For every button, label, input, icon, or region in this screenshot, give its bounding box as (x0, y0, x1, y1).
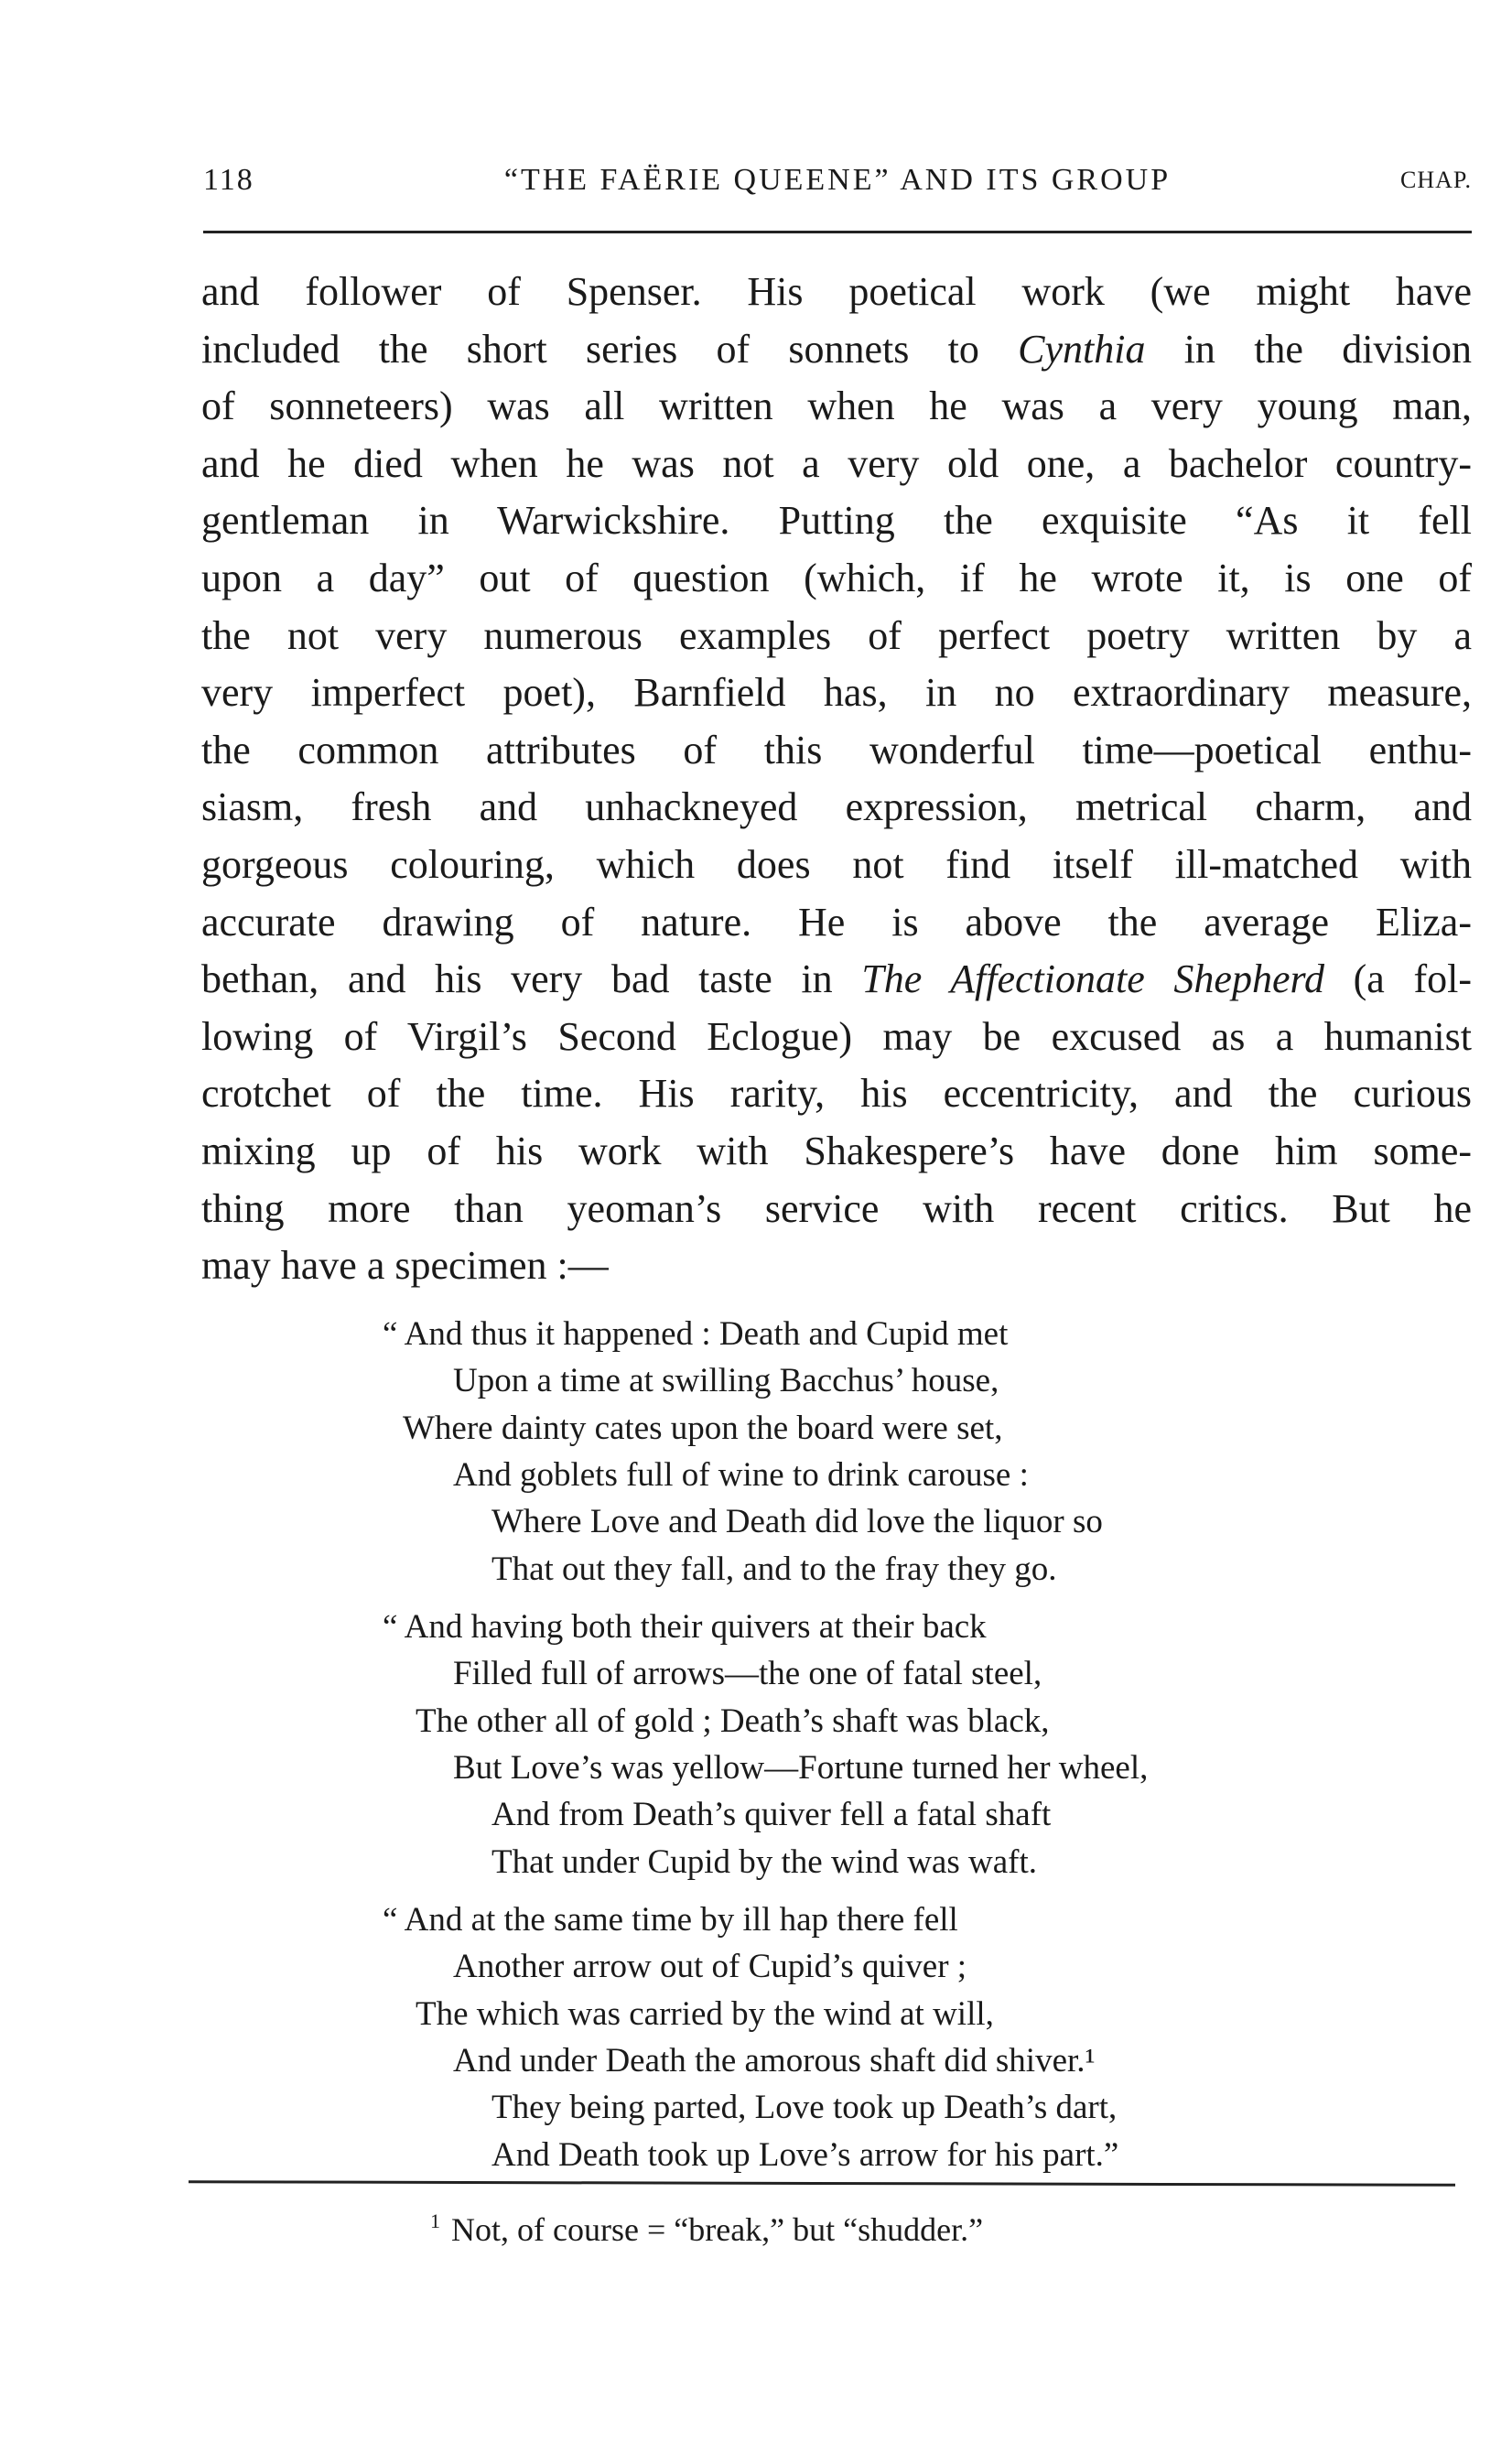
footnote-text: Not, of course = “break,” but “shudder.” (451, 2211, 984, 2248)
footnote (430, 2209, 983, 2249)
text-line (201, 1237, 1472, 1295)
text-line (201, 894, 1472, 952)
text-segment: gentleman in Warwickshire. Putting the exquisite “As it fell (201, 498, 1472, 544)
text-line (201, 378, 1472, 436)
text-line (201, 608, 1472, 665)
running-header (203, 163, 1472, 209)
text-line (201, 436, 1472, 493)
page-number: 118 (203, 163, 254, 197)
text-segment: (a fol- (1323, 956, 1472, 1002)
text-segment: may have a specimen :— (201, 1243, 609, 1289)
text-segment: crotchet of the time. His rarity, his eccentricity, and the curious (201, 1071, 1472, 1117)
text-line (201, 321, 1472, 379)
poem-line: The other all of gold ; Death’s shaft was black, (416, 1701, 1050, 1740)
poem-line: “ And at the same time by ill hap there fell (383, 1901, 958, 1939)
text-segment: mixing up of his work with Shakespere’s have done him some- (201, 1128, 1472, 1173)
poem-line: And from Death’s quiver fell a fatal shaft (491, 1796, 1052, 1834)
poem-line: But Love’s was yellow—Fortune turned her wheel, (453, 1748, 1149, 1787)
poem-line: Where dainty cates upon the board were set, (403, 1409, 1003, 1447)
text-line (201, 951, 1472, 1009)
text-segment: thing more than yeoman’s service with recent critics. But he (201, 1185, 1472, 1231)
text-line (201, 550, 1472, 608)
chapter-label: CHAP. (1400, 167, 1472, 193)
text-segment: accurate drawing of nature. He is above the average Eliza- (201, 899, 1472, 945)
text-line (201, 1065, 1472, 1123)
text-segment: of sonneteers) was all written when he was a very young man, (201, 383, 1472, 429)
text-line (201, 722, 1472, 780)
text-segment: and follower of Spenser. His poetical work (we might have (201, 269, 1472, 314)
text-segment: the not very numerous examples of perfect poetry written by a (201, 612, 1472, 658)
text-segment: bethan, and his very bad taste in (201, 956, 862, 1002)
poem-line: And goblets full of wine to drink carouse : (453, 1455, 1029, 1494)
poem-line: They being parted, Love took up Death’s dart, (491, 2089, 1118, 2127)
poem-line: That under Cupid by the wind was waft. (491, 1842, 1037, 1881)
text-segment: gorgeous colouring, which does not find itself ill-matched with (201, 841, 1472, 887)
text-segment: included the short series of sonnets to (201, 326, 1019, 372)
poem-line: And Death took up Love’s arrow for his part.” (491, 2135, 1119, 2174)
text-line (201, 779, 1472, 837)
text-segment: siasm, fresh and unhackneyed expression, metrical charm, and (201, 784, 1472, 830)
footnote-marker: 1 (430, 2209, 440, 2232)
poem-line: That out they fall, and to the fray they go. (491, 1550, 1057, 1588)
text-segment: lowing of Virgil’s Second Eclogue) may be excused as a humanist (201, 1013, 1472, 1059)
text-segment: and he died when he was not a very old one, a bachelor country- (201, 440, 1472, 486)
poem-line: And under Death the amorous shaft did shiver.¹ (453, 2041, 1096, 2080)
poem-line: “ And having both their quivers at their back (383, 1608, 987, 1646)
text-segment: the common attributes of this wonderful time—poetical enthu- (201, 727, 1472, 772)
text-line (201, 264, 1472, 321)
text-segment: very imperfect poet), Barnfield has, in no extraordinary measure, (201, 670, 1472, 716)
poem-line: Another arrow out of Cupid’s quiver ; (453, 1948, 967, 1986)
poem-line: The which was carried by the wind at will, (416, 1994, 994, 2033)
poem-line: Upon a time at swilling Bacchus’ house, (453, 1362, 999, 1400)
poem-line: “ And thus it happened : Death and Cupid met (383, 1315, 1009, 1353)
text-line (201, 1123, 1472, 1181)
text-segment: in the division (1145, 326, 1472, 372)
poem-line: Filled full of arrows—the one of fatal steel, (453, 1655, 1042, 1693)
running-title: “THE FAËRIE QUEENE” AND ITS GROUP (503, 163, 1172, 197)
poem-line: Where Love and Death did love the liquor so (491, 1503, 1103, 1541)
text-line (201, 664, 1472, 722)
header-rule (203, 231, 1472, 233)
text-line (201, 1181, 1472, 1238)
text-line (201, 837, 1472, 894)
body-text (201, 264, 1472, 1295)
italic-title: The Affectionate Shepherd (861, 956, 1324, 1002)
text-segment: upon a day” out of question (which, if he wrote it, is one of (201, 555, 1472, 600)
text-line (201, 492, 1472, 550)
italic-title: Cynthia (1018, 326, 1146, 372)
footnote-rule (189, 2180, 1455, 2187)
text-line (201, 1009, 1472, 1066)
